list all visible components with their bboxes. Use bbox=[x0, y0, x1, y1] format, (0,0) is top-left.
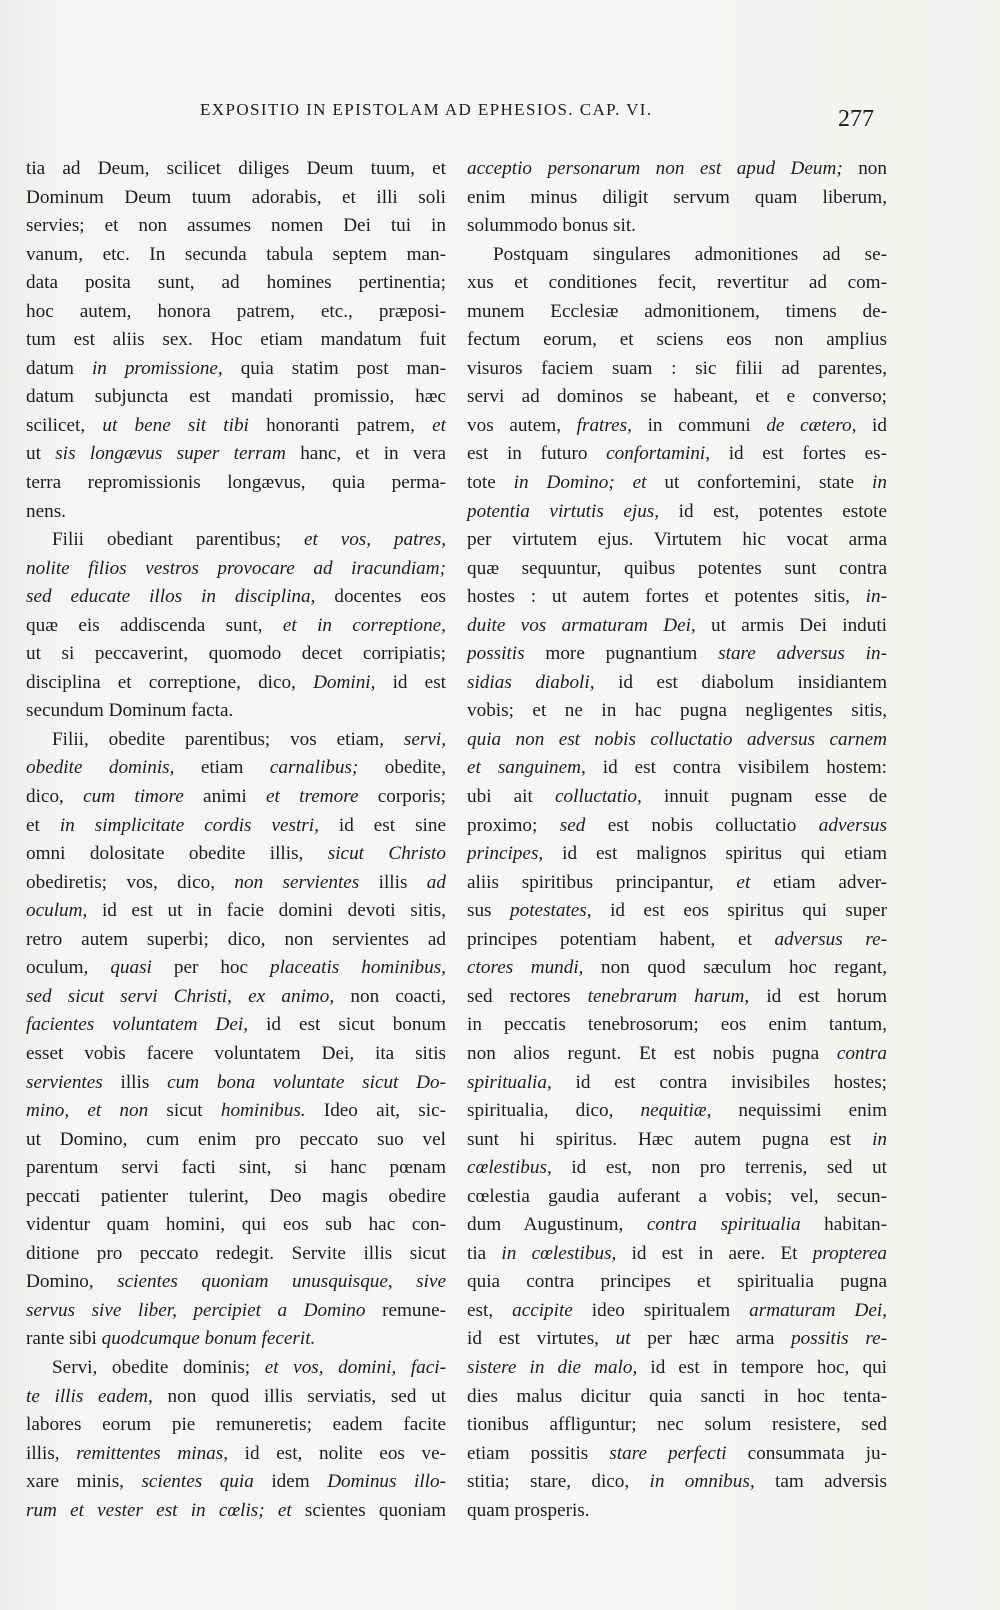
left-line: Dominum Deum tuum adorabis, et illi soli bbox=[26, 186, 446, 208]
left-line: labores eorum pie remuneretis; eadem facite bbox=[26, 1414, 446, 1436]
left-line: nolite filios vestros provocare ad iracundiam; bbox=[26, 557, 446, 579]
left-line: sed sicut servi Christi, ex animo, non coacti, bbox=[26, 985, 446, 1007]
right-line: aliis spiritibus principantur, et etiam adver- bbox=[467, 871, 887, 893]
right-line: munem Ecclesiæ admonitionem, timens de- bbox=[467, 300, 887, 322]
right-line: tia in cœlestibus, id est in aere. Et propterea bbox=[467, 1242, 887, 1264]
left-line: data posita sunt, ad homines pertinentia; bbox=[26, 272, 446, 294]
left-line: et in simplicitate cordis vestri, id est sine bbox=[26, 814, 446, 836]
right-line: enim minus diligit servum quam liberum, bbox=[467, 186, 887, 208]
left-line: mino, et non sicut hominibus. Ideo ait, sic- bbox=[26, 1100, 446, 1122]
left-line: videntur quam homini, qui eos sub hac con- bbox=[26, 1214, 446, 1236]
right-line: Postquam singulares admonitiones ad se- bbox=[493, 243, 887, 265]
left-line: servies; et non assumes nomen Dei tui in bbox=[26, 215, 446, 237]
right-line: quia non est nobis colluctatio adversus carnem bbox=[467, 728, 887, 750]
left-line: ut sis longævus super terram hanc, et in vera bbox=[26, 443, 446, 465]
right-line: cœlestia gaudia auferant a vobis; vel, secun- bbox=[467, 1185, 887, 1207]
right-line: etiam possitis stare perfecti consummata ju- bbox=[467, 1442, 887, 1464]
left-line: sed educate illos in disciplina, docentes eos bbox=[26, 586, 446, 608]
right-line: vos autem, fratres, in communi de cætero, id bbox=[467, 414, 887, 436]
right-line: tionibus affliguntur; nec solum resistere, sed bbox=[467, 1414, 887, 1436]
right-line: quæ sequuntur, quibus potentes sunt contra bbox=[467, 557, 887, 579]
left-line: obedite dominis, etiam carnalibus; obedite, bbox=[26, 757, 446, 779]
left-line: Filii, obedite parentibus; vos etiam, servi, bbox=[52, 728, 446, 750]
right-line: xus et conditiones fecit, revertitur ad com- bbox=[467, 272, 887, 294]
left-line: peccati patienter tulerint, Deo magis obedire bbox=[26, 1185, 446, 1207]
left-line: illis, remittentes minas, id est, nolite eos ve- bbox=[26, 1442, 447, 1464]
right-line: servi ad dominos se habeant, et e converso; bbox=[467, 386, 887, 408]
right-line: tote in Domino; et ut confortemini, state in bbox=[467, 472, 887, 494]
right-line: duite vos armaturam Dei, ut armis Dei induti bbox=[467, 614, 888, 636]
right-line: ctores mundi, non quod sæculum hoc regant, bbox=[467, 957, 887, 979]
left-line: servientes illis cum bona voluntate sicut Do- bbox=[26, 1071, 446, 1093]
left-line: facientes voluntatem Dei, id est sicut bonum bbox=[26, 1014, 446, 1036]
left-line: esset vobis facere voluntatem Dei, ita sitis bbox=[26, 1042, 446, 1064]
right-line: dies malus dicitur quia sancti in hoc tenta- bbox=[467, 1385, 887, 1407]
left-line: scilicet, ut bene sit tibi honoranti patrem, et bbox=[26, 414, 446, 436]
right-line: et sanguinem, id est contra visibilem hostem: bbox=[467, 757, 887, 779]
right-line: est, accipite ideo spiritualem armaturam Dei, bbox=[467, 1299, 887, 1321]
left-line: secundum Dominum facta. bbox=[26, 700, 234, 722]
right-line: principes, id est malignos spiritus qui etiam bbox=[467, 843, 887, 865]
left-line: nens. bbox=[26, 500, 66, 522]
right-line: potentia virtutis ejus, id est, potentes estote bbox=[467, 500, 887, 522]
right-line: spiritualia, id est contra invisibiles hostes; bbox=[467, 1071, 887, 1093]
right-line: hostes : ut autem fortes et potentes sitis, in- bbox=[467, 586, 887, 608]
right-line: sistere in die malo, id est in tempore hoc, qui bbox=[467, 1356, 887, 1378]
left-line: oculum, id est ut in facie domini devoti sitis, bbox=[26, 900, 446, 922]
left-line: parentum servi facti sint, si hanc pœnam bbox=[26, 1157, 446, 1179]
left-line: Servi, obedite dominis; et vos, domini, faci- bbox=[52, 1356, 446, 1378]
left-line: hoc autem, honora patrem, etc., præposi- bbox=[26, 300, 446, 322]
left-line: tia ad Deum, scilicet diliges Deum tuum, et bbox=[26, 158, 446, 179]
right-line: est in futuro confortamini, id est fortes es- bbox=[467, 443, 887, 465]
left-line: tum est aliis sex. Hoc etiam mandatum fuit bbox=[26, 329, 446, 351]
right-line: stitia; stare, dico, in omnibus, tam adversis bbox=[467, 1471, 887, 1493]
left-line: retro autem superbi; dico, non servientes ad bbox=[26, 928, 446, 950]
right-line: acceptio personarum non est apud Deum; non bbox=[467, 158, 887, 179]
right-line: dum Augustinum, contra spiritualia habitan- bbox=[467, 1214, 888, 1236]
left-line: omni dolositate obedite illis, sicut Christo bbox=[26, 843, 446, 865]
right-line: quia contra principes et spiritualia pugna bbox=[467, 1271, 887, 1293]
left-line: Filii obediant parentibus; et vos, patres, bbox=[52, 529, 446, 551]
left-line: ditione pro peccato redegit. Servite illis sicut bbox=[26, 1242, 446, 1264]
right-line: principes potentiam habent, et adversus re- bbox=[467, 928, 887, 950]
running-head: EXPOSITIO IN EPISTOLAM AD EPHESIOS. CAP. VI. bbox=[200, 100, 653, 119]
right-line: possitis more pugnantium stare adversus in- bbox=[467, 643, 887, 665]
left-line: oculum, quasi per hoc placeatis hominibus, bbox=[26, 957, 446, 979]
left-line: obediretis; vos, dico, non servientes illis ad bbox=[26, 871, 446, 893]
right-line: ubi ait colluctatio, innuit pugnam esse de bbox=[467, 786, 887, 808]
left-line: xare minis, scientes quia idem Dominus illo- bbox=[26, 1471, 446, 1493]
right-line: quam prosperis. bbox=[467, 1499, 590, 1521]
left-line: vanum, etc. In secunda tabula septem man- bbox=[26, 243, 446, 265]
right-line: sunt hi spiritus. Hæc autem pugna est in bbox=[467, 1128, 887, 1150]
page-number: 277 bbox=[838, 106, 874, 132]
left-line: ut Domino, cum enim pro peccato suo vel bbox=[26, 1128, 446, 1150]
left-line: dico, cum timore animi et tremore corporis; bbox=[26, 786, 446, 808]
right-text-column bbox=[467, 155, 887, 1525]
left-line: ut si peccaverint, quomodo decet corripiatis; bbox=[26, 643, 446, 665]
left-line: terra repromissionis longævus, quia perma- bbox=[26, 472, 446, 494]
left-line: Domino, scientes quoniam unusquisque, sive bbox=[26, 1271, 446, 1293]
right-line: solummodo bonus sit. bbox=[467, 215, 636, 237]
left-line: datum subjuncta est mandati promissio, hæc bbox=[26, 386, 446, 408]
left-text-column bbox=[26, 155, 446, 1525]
right-line: vobis; et ne in hac pugna negligentes sitis, bbox=[467, 700, 887, 722]
right-line: visuros faciem suam : sic filii ad parentes, bbox=[467, 357, 887, 379]
left-line: servus sive liber, percipiet a Domino remune- bbox=[26, 1299, 446, 1321]
left-line: datum in promissione, quia statim post man- bbox=[26, 357, 446, 379]
left-line: te illis eadem, non quod illis serviatis, sed ut bbox=[26, 1385, 446, 1407]
left-line: disciplina et correptione, dico, Domini, id est bbox=[26, 671, 446, 693]
right-line: sidias diaboli, id est diabolum insidiantem bbox=[467, 671, 887, 693]
right-line: proximo; sed est nobis colluctatio adversus bbox=[467, 814, 887, 836]
right-line: sed rectores tenebrarum harum, id est horum bbox=[467, 985, 887, 1007]
right-line: in peccatis tenebrosorum; eos enim tantum, bbox=[467, 1014, 887, 1036]
right-line: cœlestibus, id est, non pro terrenis, sed ut bbox=[467, 1157, 887, 1179]
left-line: rante sibi quodcumque bonum fecerit. bbox=[26, 1328, 316, 1350]
right-line: id est virtutes, ut per hæc arma possitis re- bbox=[467, 1328, 887, 1350]
right-line: sus potestates, id est eos spiritus qui super bbox=[467, 900, 887, 922]
right-line: spiritualia, dico, nequitiæ, nequissimi enim bbox=[467, 1100, 887, 1122]
left-line: quæ eis addiscenda sunt, et in correptione, bbox=[26, 614, 446, 636]
right-line: fectum eorum, et sciens eos non amplius bbox=[467, 329, 887, 351]
right-line: per virtutem ejus. Virtutem hic vocat arma bbox=[467, 529, 887, 551]
right-line: non alios regunt. Et est nobis pugna contra bbox=[467, 1042, 887, 1064]
left-line: rum et vester est in cœlis; et scientes quoniam bbox=[26, 1499, 447, 1521]
